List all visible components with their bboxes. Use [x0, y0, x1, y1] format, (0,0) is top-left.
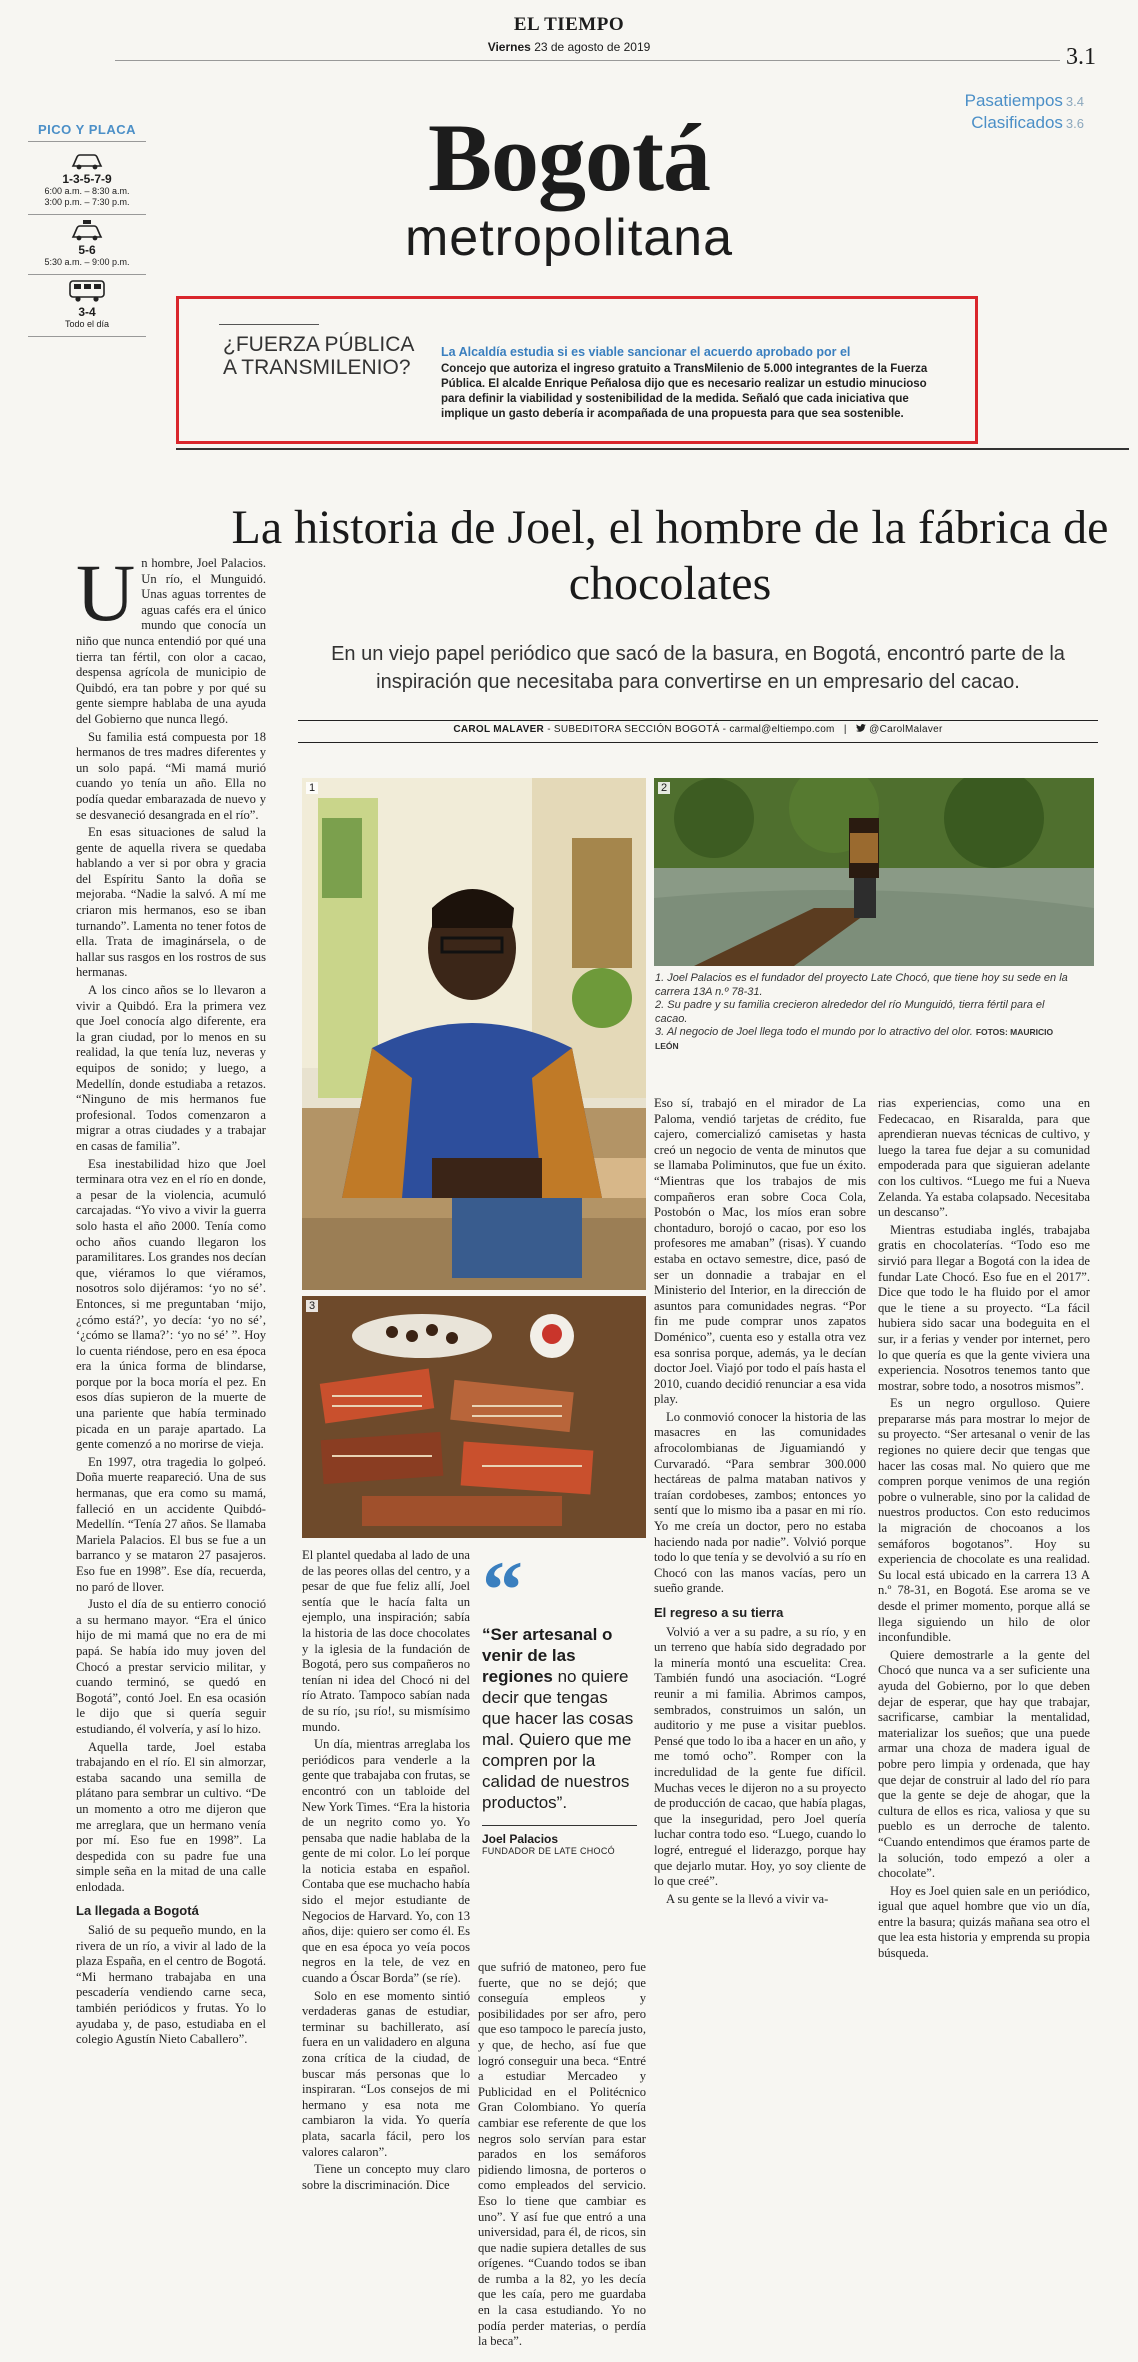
paragraph: Quiere demostrarle a la gente del Chocó que nunca va a ser suficiente una ayuda del Gobierno, por lo que deben dejar de esperar, que hay que trabajar, sacrificarse, cambiar la mentalidad, materializar los sueños; que una puede armar una choza de madera igual de pobre pero limpia y ordenada, que hay que dejar de construir al lado del río para que la gente se deje de ahogar, que la cultura de ellos es rica, valiosa y que su pueblo es un derroche de talento. “Cuando entendimos que éramos parte de la solución, todo empezó a oler a chocolate”. — [878, 1647, 1090, 1881]
paragraph: Un día, mientras arreglaba los periódicos para venderle a la gente que trabajaba con frutas, se encontró con un tabloide del New York Times. “Era la historia de un negrito como yo. Yo pensaba que nadie hablaba de la gente de mi color. Lo leí porque la noticia estaba en español. Contaba que ese muchacho había sido el mejor estudiante de Negocios de Harvard. Yo, con 13 años, dije: quiero ser como él. Es que en esa época yo veía pocos negros en la tele, de vez en cuando a Óscar Borda” (se ríe). — [302, 1737, 470, 1986]
article-column-5 — [878, 1096, 1090, 1964]
subhead: La llegada a Bogotá — [76, 1903, 199, 1919]
pull-quote — [482, 1544, 637, 1856]
photo-credit: FOTOS: MAURICIO LEÓN — [655, 1027, 1054, 1051]
subhead: El regreso a su tierra — [654, 1605, 784, 1620]
photo-number: 1 — [306, 782, 318, 794]
brief-question: ¿FUERZA PÚBLICA A TRANSMILENIO? — [223, 333, 423, 379]
transmilenio-brief[interactable] — [176, 296, 978, 444]
article-headline: La historia de Joel, el hombre de la fábrica de chocolates — [231, 501, 1109, 610]
paragraph: En esas situaciones de salud la gente de aquella rivera se quedaba hablando a ver si por obra y gracia del Espíritu Santo la doña se mejoraba. “Nadie la salvó. A mí me criaron mis hermanos, eso se iban turnando”. Lamenta no tener fotos de ella. Trata de imaginársela, o de hallar sus rasgos en los rostros de sus hermanas. — [76, 825, 266, 980]
pico-y-placa-box — [28, 122, 146, 337]
byline-role: - SUBEDITORA SECCIÓN BOGOTÁ - carmal@eltiempo.com — [547, 724, 835, 735]
taxi-icon — [70, 219, 104, 241]
paragraph: A su gente se la llevó a vivir va- — [666, 1891, 829, 1906]
pico-y-placa-title: PICO Y PLACA — [28, 122, 146, 142]
quote-rule — [482, 1825, 637, 1826]
photo-joel-image — [302, 778, 646, 1290]
pyp-private-cars: 1-3-5-7-9 6:00 a.m. – 8:30 a.m. 3:00 p.m. – 7:30 p.m. — [28, 148, 146, 215]
quote-text: “Ser artesanal o venir de las regiones no quiere decir que tengas que hacer las cosas mal. Quiero que me compren por la calidad de nuestros productos”. — [482, 1625, 634, 1812]
byline-rule-bottom — [298, 742, 1098, 743]
car-icon — [70, 152, 104, 170]
caption-item: 3. Al negocio de Joel llega todo el mundo por lo atractivo del olor. FOTOS: MAURICIO LEÓN — [655, 1026, 1054, 1051]
byline-handle[interactable]: @CarolMalaver — [869, 724, 943, 735]
photo-river-boat — [654, 778, 1094, 966]
byline: CAROL MALAVER - SUBEDITORA SECCIÓN BOGOTÁ - carmal@eltiempo.com | @CarolMalaver — [453, 724, 943, 735]
paragraph: Eso sí, trabajó en el mirador de La Paloma, vendió tarjetas de crédito, fue cajero, comercializó camisetas y hasta creó un negocio de venta de minutos que se llamaba Poliminutos, que fue un éxito. “Mientras que los trabajos de mis compañeros eran sobre Coca Cola, Postobón o Mac, los míos eran sobre chontaduro, borojó o cacao, por eso los profesores me amaban” (risas). Y cuando estaba en octavo semestre, dice, pasó de ser un donnadie a trabajar en el Ministerio del Interior, en la dirección de asuntos para comunidades negras. “Por fin me pude comprar unos zapatos Doménico”, cuenta eso y estalla otra vez esa sonrisa porque, además, ya le decían doctor Joel. Viajó por todo el país hasta el 2010, cuando decidió renunciar a esa vida play. — [654, 1096, 866, 1407]
caption-item: 2. Su padre y su familia crecieron alrededor del río Munguidó, tierra fértil para el cacao. — [655, 999, 1045, 1025]
paragraph: Solo en ese momento sintió verdaderas ganas de estudiar, terminar su bachillerato, así fuera en un validadero en alguna zona crítica de la ciudad, de buscar más personas que lo inspiraran. “Los consejos de mi hermano y esa nota me cambiaron la vida. Yo quería plata, sacarla fácil, pero los valores calaron”. — [302, 1988, 470, 2159]
brief-body: Concejo que autoriza el ingreso gratuito a TransMilenio de 5.000 integrantes de la Fuerza Pública. El alcalde Enrique Peñalosa dijo que es necesario realizar un estudio minucioso para definir la viabilidad y sostenibilidad de la medida. Señaló que cada iniciativa que implique un gasto debería ir acompañada de una propuesta para que sea sostenible. — [441, 363, 928, 420]
section-link-pasatiempos[interactable]: Pasatiempos 3.4 — [964, 91, 1084, 110]
drop-cap: U — [76, 547, 136, 638]
paragraph: A los cinco años se lo llevaron a vivir a Quibdó. Era la primera vez que Joel conocía algo diferente, era la gran ciudad, por lo menos en su realidad, la que tenía luz, neveras y equipos de sonido; y luego, a Medellín, donde estudiaba a retazos. “Ninguno de mis hermanos fue profesional. Todos comenzaron a migrar a otras ciudades y a trabajar en casas de familia”. — [76, 983, 266, 1153]
brief-highlight: La Alcaldía estudia si es viable sancionar el acuerdo aprobado por el — [441, 345, 851, 359]
paragraph: Salió de su pequeño mundo, en la rivera de un río, a vivir al lado de la plaza España, en el centro de Bogotá. “Mi hermano trabajaba en una pescadería vendiendo carne seca, también periódicos y frutas. Yo lo ayudaba y, de paso, estudiaba en el colegio Agustín Nieto Caballero”. — [76, 1923, 266, 2047]
pyp-buses: 3-4 Todo el día — [28, 275, 146, 337]
article-column-2 — [302, 1548, 470, 2195]
section-rule — [176, 448, 1129, 450]
brief-text — [441, 345, 951, 422]
paragraph: Volvió a ver a su padre, a su río, y en un terreno que había sido degradado por la minería montó una escuelita: Crea. También fundó una asociación. “Logré reunir a mi familia. Abrimos campos, sembrados, construimos un salón, un auditorio y me puse a visitar pueblos. Pensé que todo lo iba a hacer en un año, y me tomó ocho”. Romper con la incredulidad de la gente fue difícil. Muchas veces le dijeron no a su proyecto de producción de cacao, que había plagas, que la inseguridad, pero Joel quería luchar contra todo eso. “Luego, cuando lo logré, entregué el liderazgo, porque hay que dejarlo mutar. Hoy, yo soy cliente de lo que creé”. — [654, 1624, 866, 1889]
newspaper-brand: EL TIEMPO — [513, 14, 625, 35]
section-subtitle: metropolitana — [404, 209, 734, 267]
bus-icon — [67, 279, 107, 303]
quote-author: Joel Palacios — [482, 1832, 559, 1846]
lead-paragraph: Un hombre, Joel Palacios. Un río, el Munguidó. Unas aguas torrentes de aguas cafés era el único mundo que conocía un niño que nunca entendió por qué una tierra tan fértil, con olor a cacao, despensa agrícola de municipio de Quibdó, era tan pobre y por qué su gente siempre hablaba de una ayuda del Gobierno que nunca llegó. — [76, 547, 266, 726]
issue-date-text: 23 de agosto de 2019 — [534, 40, 651, 54]
quote-role: FUNDADOR DE LATE CHOCÓ — [482, 1846, 615, 1856]
photo-number: 3 — [306, 1300, 318, 1312]
paragraph: que sufrió de matoneo, pero fue fuerte, que no se dejó; que conseguía empleos y posibilidades por ser afro, pero que eso tampoco le parecía justo, y que, de hecho, así fue que logró conseguir una beca. “Entré a estudiar Mercadeo y Publicidad en el Politécnico Gran Colombiano. Yo quería cambiar ese referente de que los negros solo servían para estar parados en los semáforos pidiendo limosna, de porteros o como empleados del servicio. Eso lo tiene que cambiar es uno”. Y así fue que entró a una universidad, para él, de ricos, sin que nadie supiera detalles de sus orígenes. “Cuando todos se iban de rumba a la 82, yo les decía que les caía, pero me guardaba en la casa estudiando. Yo no podía perder materias, o perdía la beca”. — [478, 1960, 646, 2349]
issue-date — [0, 40, 1138, 54]
photo-chocolates-image — [302, 1296, 646, 1538]
quote-mark-icon: “ — [482, 1544, 523, 1635]
paragraph: Su familia está compuesta por 18 hermanos de tres madres diferentes y un solo papá. “Mi mamá murió cuando yo tenía un año. Ella no podía quedar embarazada de nuevo y se desvaneció desangrada en el río”. — [76, 729, 266, 822]
photo-chocolates — [302, 1296, 646, 1538]
paragraph: En 1997, otra tragedia lo golpeó. Doña muerte reapareció. Una de sus hermanas, que era como su mamá, falleció en un accidente Quibdó-Medellín. “Tenía 27 años. Se llamaba Mariela Palacios. El bus se fue a un barranco y se mataron 27 pasajeros. Eso fue en 1998”. Ese día, recuerda, no paró de llover. — [76, 1454, 266, 1594]
article-column-3 — [478, 1960, 646, 2352]
pyp-taxis: 5-6 5:30 a.m. – 9:00 p.m. — [28, 215, 146, 275]
paragraph: Esa inestabilidad hizo que Joel terminara otra vez en el río en donde, a pesar de la violencia, acumuló carcajadas. “Yo vivo a vivir la guerra solo hasta el año 2000. Tenía como ocho años cuando llegaron los paramilitares. Los grandes nos decían que, viéramos lo que viéramos, nosotros solo dijéramos: ‘yo no sé’. Entonces, si me preguntaban ‘mijo, ¿cómo está?’, yo decía: ‘yo no sé’, ‘¿cómo se llama?’: ‘yo no sé’ ”. Hoy lo cuenta riéndose, pero en esa época era la única forma de blindarse, porque por la boca moría el pez. En esos días supieron de la muerte de una pariente que había terminado picada en un paraje apartado. La gente comenzó a no morirse de vieja. — [76, 1156, 266, 1452]
paragraph: Mientras estudiaba inglés, trabajaba gratis en chocolaterías. “Todo eso me sirvió para llegar a Bogotá con la idea de fundar Late Chocó. Eso fue en el 2017”. Dice que todo le ha fluido por el amor que le tiene a su proyecto. “La fácil hubiera sido sacar una bodeguita en el sur, ir a ferias y vender por internet, pero lo que quería es que la gente viviera una experiencia. Nosotros tenemos tanto que mostrar, sobre todo, a nosotros mismos”. — [878, 1222, 1090, 1393]
photo-river-image — [654, 778, 1094, 966]
issue-day: Viernes — [487, 40, 531, 54]
masthead-rule — [115, 60, 1060, 61]
paragraph: rias experiencias, como una en Fedecacao, en Risaralda, para que aprendieran nuevas técnicas de cultivo, y luego la tarea fue dejar a su comunidad empoderada para que siguieran adelante con los cultivos. “Luego me fui a Nueva Zelanda. Ya estaba colapsado. Necesitaba un descanso”. — [878, 1096, 1090, 1220]
paragraph: Justo el día de su entierro conoció a su hermano mayor. “Era el único hijo de mi mamá que no era de mi papá. Se había ido muy joven del Chocó a prestar servicio militar, y cuando terminó, se quedó en Bogotá”, contó Joel. En esa ocasión le dijo que si quería seguir estudiando, él volvería, y así lo hizo. — [76, 1597, 266, 1736]
article-column-1 — [76, 547, 266, 2050]
paragraph: Aquella tarde, Joel estaba trabajando en el río. El sin almorzar, estaba sacando una semilla de plátano para sembrar un cultivo. “De un momento a otro me dijeron que me arreglara, que un hermano venía por mí. Eso fue en 1998”. La despedida con su padre fue una simple seña en la mitad de una calle enlodada. — [76, 1739, 266, 1894]
section-link-clasificados[interactable]: Clasificados 3.6 — [971, 113, 1084, 132]
article-dek: En un viejo papel periódico que sacó de la basura, en Bogotá, encontró parte de la inspiración que necesitaba para convertirse en un empresario del cacao. — [331, 643, 1065, 693]
paragraph: El plantel quedaba al lado de una de las peores ollas del centro, y a pesar de que fue feliz allí, Joel sentía que le hacía falta un ejemplo, una inspiración; sabía la historia de las doce chocolates y la iglesia de la fundación de Bogotá, pero sus compañeros no tenían ni idea del Chocó ni del río Atrato. Tampoco sabían nada de su río, ¡su río!, su mismísimo mundo. — [302, 1548, 470, 1734]
paragraph: Es un negro orgulloso. Quiere prepararse más para mostrar lo mejor de su proyecto. “Ser artesanal o venir de las regiones no quiere decir que tengas que hacer las cosas mal. No quiero que me compren porque venimos de una región pobre o vulnerable, sino por la calidad de nuestros productos. Con esto reducimos la migración de chocoanos a los semáforos bogotanos”. Hoy su experiencia de chocolate es una realidad. Su local está ubicado en la carrera 13 A n.º 78-31, en Bogotá. Ese aroma se ve desde el primer momento, porque allá se llega siguiendo un hilo de olor inconfundible. — [878, 1396, 1090, 1645]
photo-caption — [655, 972, 1075, 1053]
photo-number: 2 — [658, 782, 670, 794]
photo-joel-portrait — [302, 778, 646, 1290]
section-title: Bogotá — [428, 104, 710, 211]
paragraph: Hoy es Joel quien sale en un periódico, igual que aquel hombre que vio un día, entre la basura; quizás mañana sea otro el que lea esta historia y emprenda su propia búsqueda. — [878, 1883, 1090, 1961]
article-column-4 — [654, 1096, 866, 1909]
caption-item: 1. Joel Palacios es el fundador del proyecto Late Chocó, que tiene hoy su sede en la carrera 13A n.º 78-31. — [655, 972, 1068, 998]
paragraph: Lo conmovió conocer la historia de las masacres en las comunidades afrocolombianas de Jiguamiandó y Curvaradó. “Para sembrar 300.000 hectáreas de palma mataban nativos y traían cordobeses, zambos; entonces yo sentí que lo mismo iba a pasar en mi río. Yo me creía un doctor, pero no estaba haciendo nada por nadie”. Volvió porque todo lo que tenía y se devolvió a su río en Chocó con las manos vacías, pero un sueño grande. — [654, 1409, 866, 1596]
page-number: 3.1 — [1066, 44, 1096, 70]
byline-name: CAROL MALAVER — [453, 724, 545, 735]
twitter-icon — [856, 724, 866, 733]
paragraph: Tiene un concepto muy claro sobre la discriminación. Dice — [302, 2162, 470, 2192]
byline-rule — [298, 720, 1098, 721]
brief-rule — [219, 313, 319, 325]
